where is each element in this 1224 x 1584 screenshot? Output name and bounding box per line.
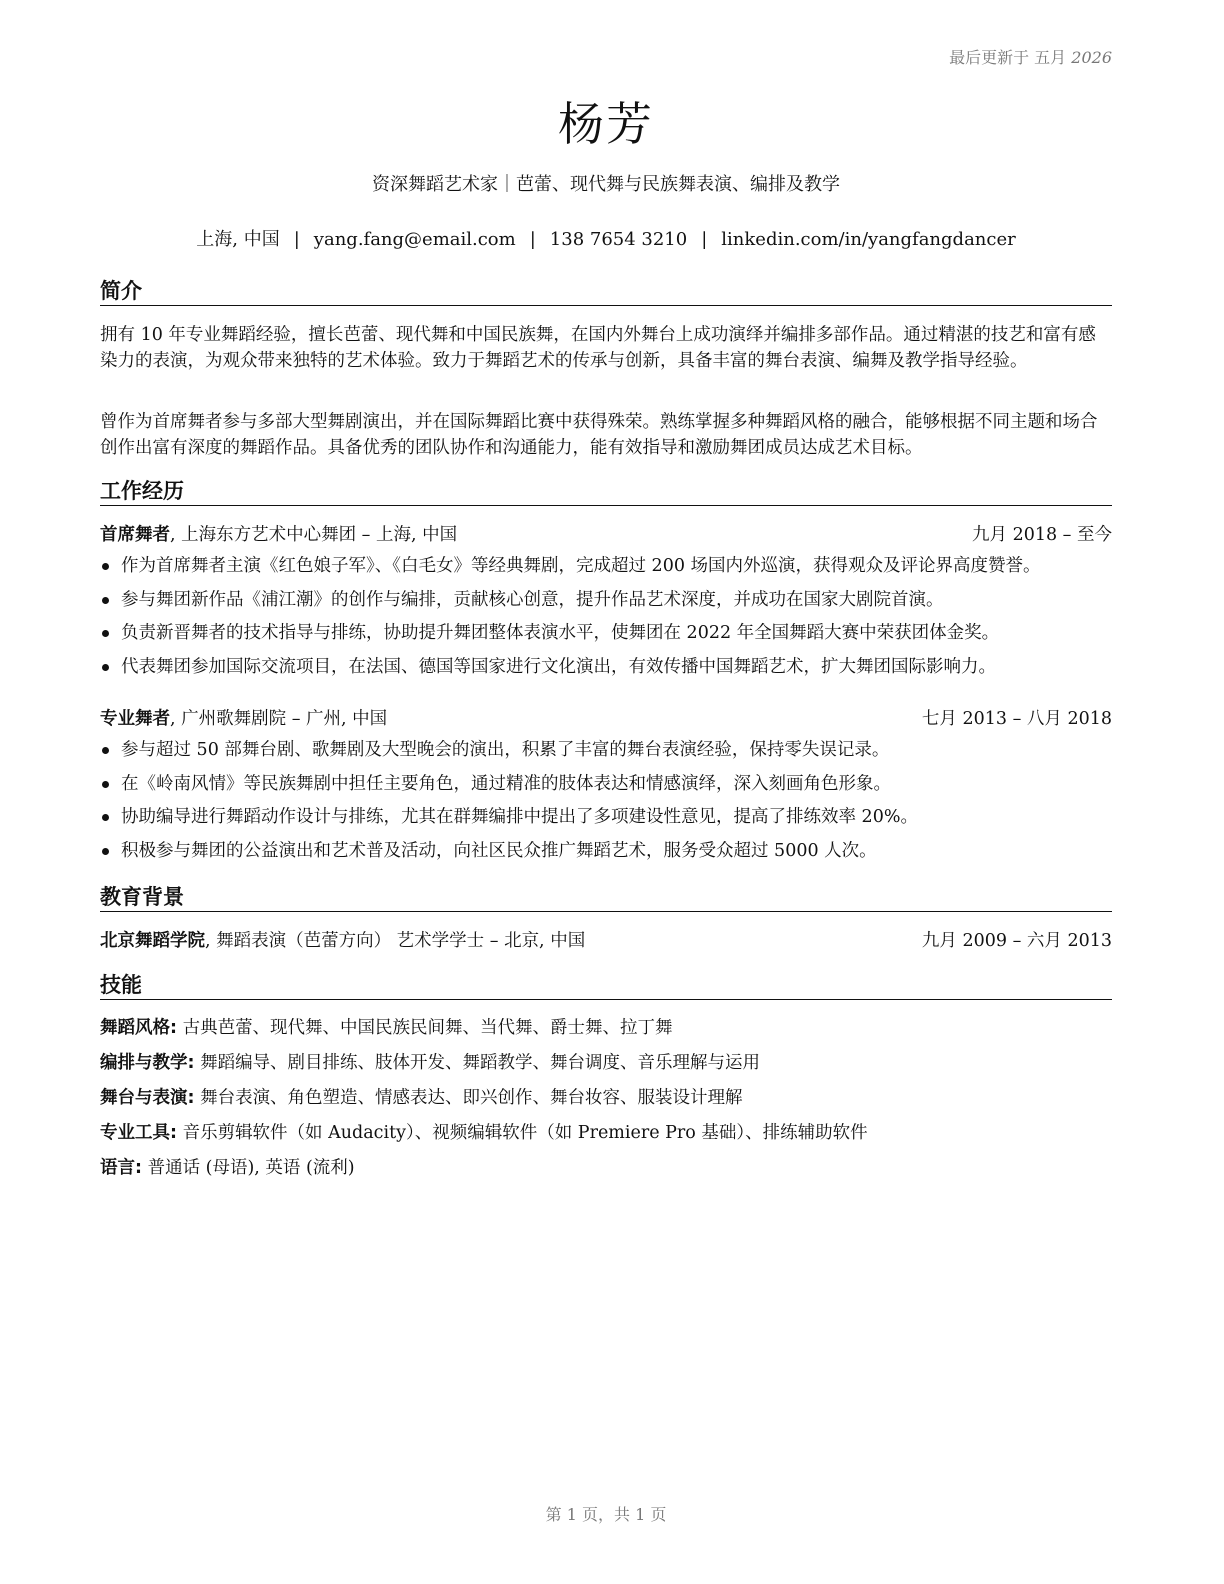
list-item [100, 553, 1112, 587]
resume-page [100, 0, 1112, 1584]
skill-value: 古典芭蕾、现代舞、中国民族民间舞、当代舞、爵士舞、拉丁舞 [177, 1018, 673, 1038]
contact-email[interactable]: yang.fang@email.com [313, 229, 516, 250]
contact-line [100, 225, 1112, 251]
page-footer: 第 1 页，共 1 页 [545, 1505, 667, 1524]
summary-paragraph-2: 曾作为首席舞者参与多部大型舞剧演出，并在国际舞蹈比赛中获得殊荣。熟练掌握多种舞蹈风格的融合，能够根据不同主题和场合创作出富有深度的舞蹈作品。具备优秀的团队协作和沟通能力，能有效指导和激励舞团成员达成艺术目标。 [100, 412, 1098, 458]
bullet-icon [102, 664, 109, 671]
skill-row [100, 1015, 1112, 1050]
tagline: 资深舞蹈艺术家｜芭蕾、现代舞与民族舞表演、编排及教学 [372, 174, 840, 195]
bullet-icon [102, 630, 109, 637]
skill-label: 编排与教学: [100, 1053, 195, 1073]
contact-separator: | [529, 229, 536, 250]
job-role: 首席舞者 [100, 525, 170, 545]
skill-value: 舞蹈编导、剧目排练、肢体开发、舞蹈教学、舞台调度、音乐理解与运用 [194, 1053, 761, 1073]
job-dates: 七月 2013 – 八月 2018 [921, 709, 1112, 729]
contact-separator: | [701, 229, 708, 250]
skill-value: 普通话 (母语), 英语 (流利) [142, 1158, 355, 1178]
bullet-text: 负责新晋舞者的技术指导与排练，协助提升舞团整体表演水平，使舞团在 2022 年全国舞蹈大赛中荣获团体金奖。 [121, 623, 1000, 643]
section-title-education: 教育背景 [100, 884, 1112, 912]
education-detail: , 舞蹈表演（芭蕾方向） 艺术学学士 – 北京, 中国 [205, 931, 586, 951]
section-title-experience: 工作经历 [100, 478, 1112, 506]
skill-value: 舞台表演、角色塑造、情感表达、即兴创作、舞台妆容、服装设计理解 [194, 1088, 743, 1108]
skill-label: 舞蹈风格: [100, 1018, 177, 1038]
section-title-summary: 简介 [100, 278, 1112, 306]
bullet-icon [102, 747, 109, 754]
last-updated [949, 45, 1112, 68]
skill-label: 语言: [100, 1158, 142, 1178]
summary-paragraph-1: 拥有 10 年专业舞蹈经验，擅长芭蕾、现代舞和中国民族舞，在国内外舞台上成功演绎并编排多部作品。通过精湛的技艺和富有感染力的表演，为观众带来独特的艺术体验。致力于舞蹈艺术的传承与创新，具备丰富的舞台表演、编舞及教学指导经验。 [100, 325, 1096, 371]
list-item [100, 654, 1112, 688]
list-item [100, 804, 1112, 838]
skill-value: 音乐剪辑软件（如 Audacity）、视频编辑软件（如 Premiere Pro 基础）、排练辅助软件 [177, 1123, 868, 1143]
list-item [100, 620, 1112, 654]
job-org: , 上海东方艺术中心舞团 – 上海, 中国 [170, 525, 458, 545]
contact-phone: 138 7654 3210 [549, 229, 688, 250]
list-item [100, 838, 1112, 872]
list-item [100, 771, 1112, 805]
skill-label: 专业工具: [100, 1123, 177, 1143]
job-bullets [100, 553, 1112, 687]
bullet-text: 在《岭南风情》等民族舞剧中担任主要角色，通过精准的肢体表达和情感演绎，深入刻画角色形象。 [121, 773, 891, 794]
job-role: 专业舞者 [100, 709, 170, 729]
bullet-text: 参与超过 50 部舞台剧、歌舞剧及大型晚会的演出，积累了丰富的舞台表演经验，保持零失误记录。 [121, 740, 890, 760]
bullet-icon [102, 781, 109, 788]
education-entry [100, 928, 1112, 954]
bullet-text: 作为首席舞者主演《红色娘子军》、《白毛女》等经典舞剧，完成超过 200 场国内外巡演，获得观众及评论界高度赞誉。 [121, 556, 1041, 576]
education-dates: 九月 2009 – 六月 2013 [921, 931, 1112, 951]
skill-row [100, 1050, 1112, 1085]
last-updated-year: 2026 [1071, 48, 1112, 67]
bullet-text: 参与舞团新作品《浦江潮》的创作与编排，贡献核心创意，提升作品艺术深度，并成功在国家大剧院首演。 [121, 589, 944, 610]
job-org: , 广州歌舞剧院 – 广州, 中国 [170, 709, 388, 729]
bullet-icon [102, 597, 109, 604]
list-item [100, 737, 1112, 771]
bullet-text: 积极参与舞团的公益演出和艺术普及活动，向社区民众推广舞蹈艺术，服务受众超过 5000 人次。 [121, 840, 877, 861]
list-item [100, 587, 1112, 621]
section-title-skills: 技能 [100, 972, 1112, 1000]
last-updated-label: 最后更新于 五月 [949, 48, 1067, 67]
skill-row [100, 1085, 1112, 1120]
job-bullets [100, 737, 1112, 871]
job-dates: 九月 2018 – 至今 [972, 525, 1112, 545]
bullet-icon [102, 814, 109, 821]
job-header [100, 706, 1112, 732]
bullet-icon [102, 563, 109, 570]
contact-location: 上海, 中国 [196, 229, 280, 250]
skill-row [100, 1155, 1112, 1190]
contact-linkedin[interactable]: linkedin.com/in/yangfangdancer [721, 229, 1016, 250]
person-name: 杨芳 [558, 97, 654, 151]
skill-row [100, 1120, 1112, 1155]
skill-label: 舞台与表演: [100, 1088, 195, 1108]
bullet-text: 代表舞团参加国际交流项目，在法国、德国等国家进行文化演出，有效传播中国舞蹈艺术，扩大舞团国际影响力。 [121, 656, 996, 677]
contact-separator: | [293, 229, 300, 250]
bullet-icon [102, 848, 109, 855]
skills-list [100, 1015, 1112, 1190]
bullet-text: 协助编导进行舞蹈动作设计与排练，尤其在群舞编排中提出了多项建设性意见，提高了排练效率 20%。 [121, 807, 918, 827]
education-school: 北京舞蹈学院 [100, 931, 205, 951]
job-header [100, 522, 1112, 548]
